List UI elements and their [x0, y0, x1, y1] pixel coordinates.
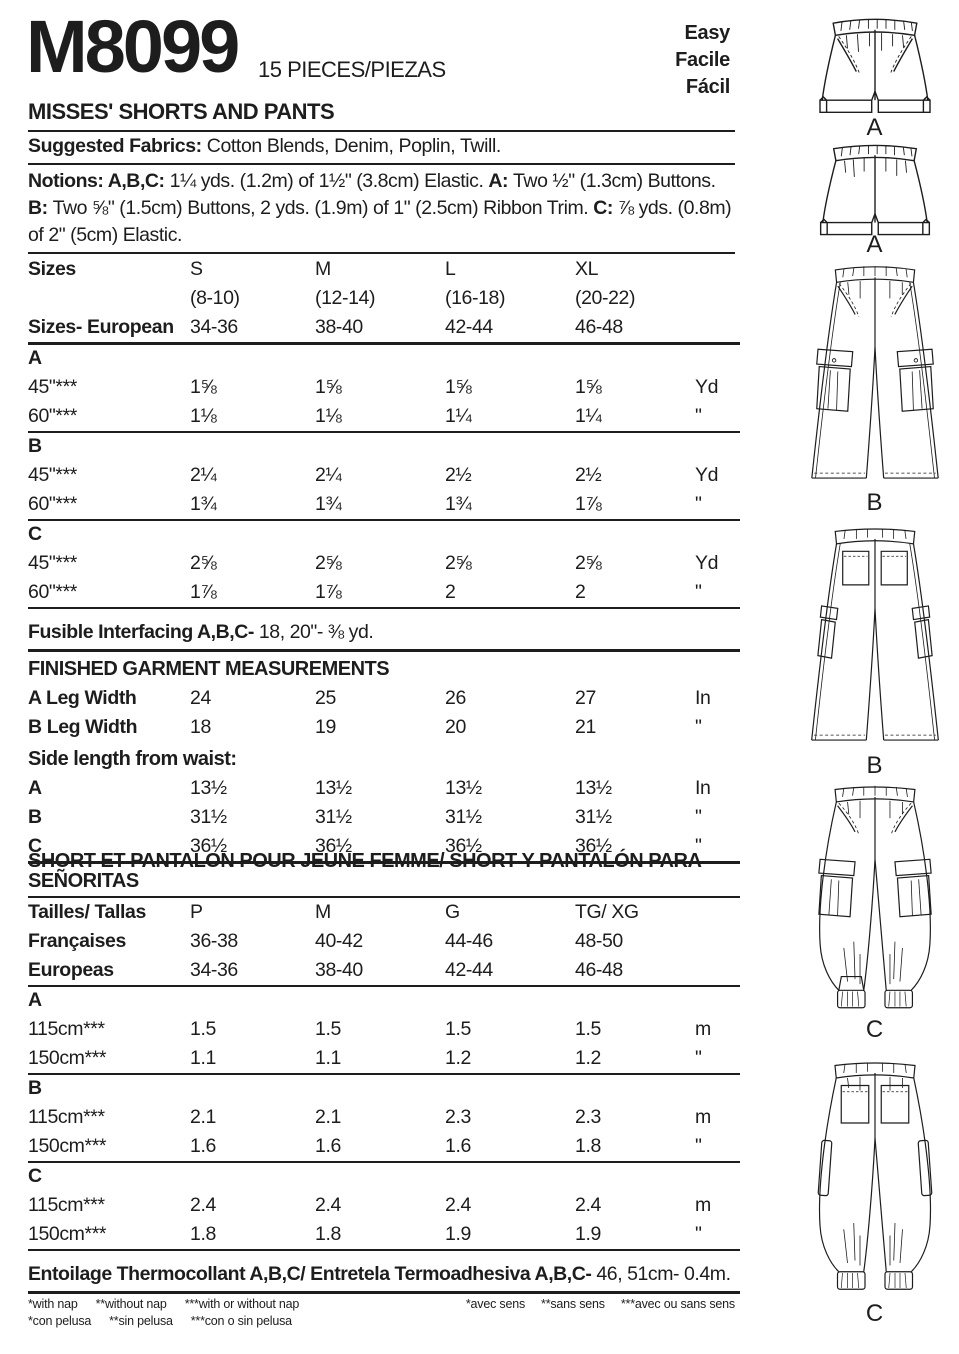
text-segment: 1¼ yds. (1.2m) of 1½" (3.8cm) Elastic.: [169, 170, 489, 192]
cell: 2⅝: [190, 551, 217, 574]
cell: 46-48: [575, 315, 623, 338]
cell: [190, 544, 315, 549]
cell: 2½: [445, 463, 472, 486]
table-row: [28, 713, 740, 742]
cell: [695, 1010, 740, 1015]
cell: [315, 1186, 445, 1191]
cell: (20-22): [575, 286, 636, 309]
cell: [695, 980, 740, 985]
row-label: Sizes- European: [28, 315, 174, 338]
cell: 2.1: [190, 1105, 216, 1128]
cell: In: [695, 776, 711, 799]
cell: ": [695, 805, 702, 828]
cell: [445, 1010, 575, 1015]
cell: [315, 544, 445, 549]
row-label: 150cm***: [28, 1222, 107, 1245]
figure-label-a-front: A: [866, 114, 883, 141]
text-segment: 18, 20"- ⅜ yd.: [258, 621, 374, 643]
cell: [695, 308, 740, 313]
row-label: 60"***: [28, 492, 77, 515]
cell: 21: [575, 715, 596, 738]
table-row: [28, 490, 740, 521]
row-label: 45"***: [28, 463, 77, 486]
table-row: [28, 1163, 740, 1191]
cell: 13½: [315, 776, 352, 799]
cell: 25: [315, 686, 336, 709]
cell: 1.5: [445, 1017, 471, 1040]
cell: 1.8: [575, 1134, 601, 1157]
footnote-en-1: **without nap: [95, 1297, 167, 1311]
cell: 42-44: [445, 958, 493, 981]
footnote-es-0: *con pelusa: [28, 1314, 92, 1328]
cell: [445, 1098, 575, 1103]
cell: (12-14): [315, 286, 376, 309]
cell: ": [695, 404, 702, 427]
rich-line: [28, 1263, 740, 1286]
cell: 36½: [575, 834, 612, 857]
figure-label-c-back: C: [865, 1300, 884, 1327]
cell: 19: [315, 715, 336, 738]
rich-line: [28, 621, 740, 644]
cell: 1.8: [190, 1222, 216, 1245]
table-row: [28, 1015, 740, 1044]
cell: 2.4: [190, 1193, 216, 1216]
pieces-count: 15 PIECES/PIEZAS: [258, 57, 446, 82]
row-label: A: [28, 346, 42, 369]
cell: ": [695, 834, 702, 857]
row-label: 150cm***: [28, 1046, 107, 1069]
row-label: Europeas: [28, 958, 114, 981]
cell: 36½: [190, 834, 227, 857]
row-label: B: [28, 805, 42, 828]
cell: In: [695, 686, 711, 709]
cell: 18: [190, 715, 211, 738]
table-row: [28, 898, 740, 927]
cell: 1¾: [315, 492, 342, 515]
cell: 1⅝: [575, 375, 602, 398]
cell: 1⅞: [190, 580, 217, 603]
cell: Yd: [695, 551, 719, 574]
footnote-es-1: **sin pelusa: [109, 1314, 173, 1328]
cell: 27: [575, 686, 596, 709]
divider: [28, 252, 735, 254]
cell: S: [190, 257, 203, 280]
cell: 2.4: [315, 1193, 341, 1216]
table-row: [28, 578, 740, 609]
shorts-front-illustration: [790, 12, 959, 118]
cell: 20: [445, 715, 466, 738]
table-row: [28, 774, 740, 803]
cell: Side length from waist:: [28, 748, 237, 770]
cell: 1⅞: [575, 492, 602, 515]
text-segment: Two ⅝" (1.5cm) Buttons, 2 yds. (1.9m) of 1" (2.5cm) Ribbon Trim.: [52, 197, 594, 219]
cell: 36½: [445, 834, 482, 857]
cell: [445, 1186, 575, 1191]
cell: [315, 1010, 445, 1015]
cell: 1⅛: [190, 404, 217, 427]
cell: 24: [190, 686, 211, 709]
cell: Yd: [695, 463, 719, 486]
table-row: [28, 850, 740, 898]
footnotes: [28, 1296, 735, 1330]
table-row: [28, 433, 740, 461]
cell: M: [315, 257, 331, 280]
cell: [575, 1186, 695, 1191]
cell: 38-40: [315, 315, 363, 338]
pants-c-front-illustration: [790, 782, 959, 1014]
cell: 1⅛: [315, 404, 342, 427]
cell: 1.1: [190, 1046, 216, 1069]
notions-paragraph: [28, 168, 737, 249]
cell: 1.2: [575, 1046, 601, 1069]
pattern-number: M8099: [26, 5, 238, 88]
cell: [695, 1186, 740, 1191]
cell: [315, 368, 445, 373]
cell: [445, 368, 575, 373]
table-row: [28, 684, 740, 713]
text-segment: Cotton Blends, Denim, Poplin, Twill.: [206, 135, 501, 157]
pants-b-back-illustration: [790, 524, 959, 750]
row-label: 115cm***: [28, 1105, 105, 1128]
cell: XL: [575, 257, 599, 280]
cell: [445, 544, 575, 549]
cell: TG/ XG: [575, 900, 639, 923]
cell: M: [315, 900, 331, 923]
row-label: C: [28, 1164, 42, 1187]
cell: SHORT ET PANTALON POUR JEUNE FEMME/ SHORT Y PANTALÓN PARA SEÑORITAS: [28, 850, 701, 892]
difficulty-level-0: Easy: [684, 22, 730, 44]
cell: [695, 368, 740, 373]
cell: [190, 1098, 315, 1103]
cell: FINISHED GARMENT MEASUREMENTS: [28, 658, 390, 680]
cell: 1.9: [445, 1222, 471, 1245]
row-label: 45"***: [28, 375, 77, 398]
cell: 1¼: [575, 404, 602, 427]
cell: [575, 1010, 695, 1015]
cell: 1.5: [190, 1017, 216, 1040]
cell: 34-36: [190, 315, 238, 338]
table-row: [28, 803, 740, 832]
cell: 31½: [190, 805, 227, 828]
row-label: 45"***: [28, 551, 77, 574]
row-label: A: [28, 988, 42, 1011]
cell: 2⅝: [315, 551, 342, 574]
cell: [695, 544, 740, 549]
row-label: C: [28, 834, 42, 857]
cell: 1⅝: [190, 375, 217, 398]
row-label: A Leg Width: [28, 686, 137, 709]
cell: 1.5: [575, 1017, 601, 1040]
cell: 1.9: [575, 1222, 601, 1245]
row-label: [28, 308, 190, 313]
cell: 31½: [575, 805, 612, 828]
cell: 42-44: [445, 315, 493, 338]
row-label: Sizes: [28, 257, 76, 280]
cell: m: [695, 1105, 711, 1128]
cell: [445, 456, 575, 461]
cell: 1⅞: [315, 580, 342, 603]
text-segment: Fusible Interfacing A,B,C-: [28, 621, 259, 643]
text-segment: Suggested Fabrics:: [28, 135, 207, 157]
text-segment: Entoilage Thermocollant A,B,C/ Entretela Termoadhesiva A,B,C-: [28, 1263, 597, 1285]
cell: 13½: [445, 776, 482, 799]
table-row: [28, 549, 740, 578]
figure-label-c-front: C: [865, 1016, 884, 1043]
garment-illustrations: [790, 0, 959, 1354]
cell: [575, 1098, 695, 1103]
cell: 31½: [315, 805, 352, 828]
table-row: [28, 521, 740, 549]
cell: 2.4: [575, 1193, 601, 1216]
cell: 44-46: [445, 929, 493, 952]
row-label: 150cm***: [28, 1134, 107, 1157]
text-segment: Notions: A,B,C:: [28, 170, 170, 192]
cell: 36-38: [190, 929, 238, 952]
cell: m: [695, 1193, 711, 1216]
table-row: [28, 987, 740, 1015]
cell: [575, 544, 695, 549]
cell: ": [695, 1134, 702, 1157]
cell: P: [190, 900, 203, 923]
cell: 1¼: [445, 404, 472, 427]
table-row: [28, 373, 740, 402]
cell: 40-42: [315, 929, 363, 952]
table-row: [28, 1075, 740, 1103]
cell: [575, 368, 695, 373]
cell: 2½: [575, 463, 602, 486]
cell: 2⅝: [445, 551, 472, 574]
row-label: B: [28, 1076, 42, 1099]
cell: [315, 1098, 445, 1103]
cell: ": [695, 580, 702, 603]
cell: [695, 951, 740, 956]
table-row: [28, 1220, 740, 1251]
cell: 1.1: [315, 1046, 341, 1069]
pants-c-back-illustration: [790, 1058, 959, 1298]
table-row: [28, 742, 740, 774]
cell: 2¼: [315, 463, 342, 486]
figure-label-b-front: B: [866, 489, 883, 516]
cell: (16-18): [445, 286, 506, 309]
cell: G: [445, 900, 460, 923]
row-label: 115cm***: [28, 1193, 105, 1216]
table-row: [28, 1044, 740, 1075]
cell: [695, 337, 740, 342]
table-row: [28, 927, 740, 956]
cell: 2.3: [445, 1105, 471, 1128]
table-row: [28, 345, 740, 373]
row-label: C: [28, 522, 42, 545]
yardage-table: [28, 255, 740, 1294]
cell: (8-10): [190, 286, 240, 309]
figure-label-a-back: A: [866, 231, 883, 258]
cell: ": [695, 1222, 702, 1245]
cell: 1.8: [315, 1222, 341, 1245]
footnote-es-2: ***con o sin pelusa: [190, 1314, 292, 1328]
table-row: [28, 313, 740, 345]
cell: 1.6: [445, 1134, 471, 1157]
cell: 38-40: [315, 958, 363, 981]
table-row: [28, 1251, 740, 1294]
difficulty-level-1: Facile: [675, 49, 730, 71]
cell: [575, 456, 695, 461]
table-row: [28, 1191, 740, 1220]
cell: ": [695, 492, 702, 515]
table-row: [28, 956, 740, 987]
footnote-en-0: *with nap: [28, 1297, 78, 1311]
cell: 31½: [445, 805, 482, 828]
table-row: [28, 402, 740, 433]
cell: 2.1: [315, 1105, 341, 1128]
table-row: [28, 1132, 740, 1163]
row-label: B: [28, 434, 42, 457]
cell: ": [695, 715, 702, 738]
cell: L: [445, 257, 456, 280]
cell: 34-36: [190, 958, 238, 981]
row-label: 115cm***: [28, 1017, 105, 1040]
row-label: Françaises: [28, 929, 126, 952]
cell: 1.2: [445, 1046, 471, 1069]
cell: 1¾: [445, 492, 472, 515]
footnote-fr-0: *avec sens: [465, 1297, 526, 1311]
page-title: MISSES' SHORTS AND PANTS: [28, 99, 335, 124]
table-row: [28, 609, 740, 652]
shorts-back-illustration: [790, 140, 959, 240]
cell: 2: [445, 580, 456, 603]
cell: 48-50: [575, 929, 623, 952]
cell: 2¼: [190, 463, 217, 486]
cell: 1⅝: [315, 375, 342, 398]
suggested-fabrics-line: [28, 135, 735, 158]
cell: [190, 1010, 315, 1015]
footnote-fr-1: **sans sens: [541, 1297, 605, 1311]
cell: [190, 368, 315, 373]
divider: [28, 130, 735, 132]
cell: m: [695, 1017, 711, 1040]
pants-b-front-illustration: [790, 260, 959, 488]
cell: 1.6: [190, 1134, 216, 1157]
cell: 1¾: [190, 492, 217, 515]
cell: [695, 456, 740, 461]
cell: 1.5: [315, 1017, 341, 1040]
table-row: [28, 1103, 740, 1132]
cell: 13½: [575, 776, 612, 799]
table-row: [28, 255, 740, 284]
text-segment: Two ½" (1.3cm) Buttons.: [513, 170, 716, 192]
row-label: 60"***: [28, 404, 77, 427]
cell: 36½: [315, 834, 352, 857]
cell: [315, 456, 445, 461]
difficulty-levels: [520, 20, 730, 101]
cell: 26: [445, 686, 466, 709]
cell: 2.3: [575, 1105, 601, 1128]
row-label: B Leg Width: [28, 715, 138, 738]
table-row: [28, 284, 740, 313]
table-row: [28, 652, 740, 684]
figure-label-b-back: B: [866, 752, 883, 779]
cell: 1⅝: [445, 375, 472, 398]
cell: 1.6: [315, 1134, 341, 1157]
row-label: 60"***: [28, 580, 77, 603]
row-label: A: [28, 776, 42, 799]
cell: 46-48: [575, 958, 623, 981]
table-row: [28, 461, 740, 490]
text-segment: A:: [488, 170, 514, 192]
difficulty-level-2: Fácil: [685, 76, 730, 98]
cell: Yd: [695, 375, 719, 398]
text-segment: 46, 51cm- 0.4m.: [596, 1263, 731, 1285]
cell: 2: [575, 580, 586, 603]
cell: [190, 1186, 315, 1191]
footnote-fr-2: ***avec ou sans sens: [620, 1297, 735, 1311]
cell: 2.4: [445, 1193, 471, 1216]
row-label: Tailles/ Tallas: [28, 900, 146, 923]
cell: [695, 922, 740, 927]
text-segment: C:: [593, 197, 618, 219]
text-segment: B:: [28, 197, 53, 219]
cell: 2⅝: [575, 551, 602, 574]
cell: [695, 279, 740, 284]
cell: [695, 1098, 740, 1103]
text-segment: ⅞ yds. (0.8m) of 2" (5cm) Elastic.: [28, 197, 732, 246]
divider: [28, 163, 735, 165]
cell: ": [695, 1046, 702, 1069]
footnote-en-2: ***with or without nap: [184, 1297, 300, 1311]
cell: 13½: [190, 776, 227, 799]
cell: [190, 456, 315, 461]
